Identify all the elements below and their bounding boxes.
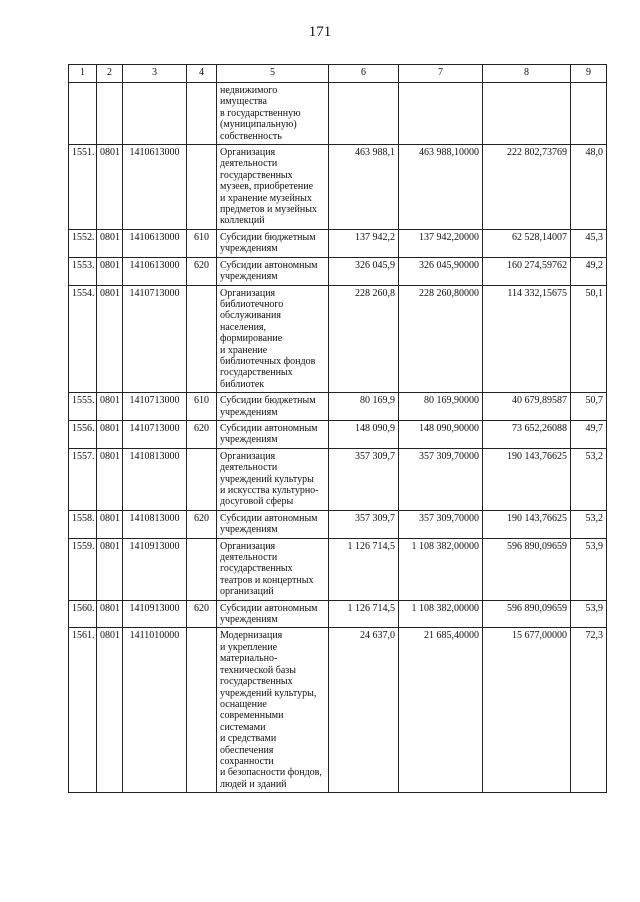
- item-name-cell: [217, 145, 329, 230]
- item-name-line: организаций: [220, 586, 274, 598]
- expense-type-cell: [187, 538, 217, 600]
- executed-amount-cell: 222 802,73769: [483, 145, 571, 230]
- table-row: [69, 285, 607, 393]
- section-code-cell: 0801: [97, 229, 123, 257]
- item-name-line: государственных: [220, 367, 293, 379]
- item-name-line: библиотек: [220, 378, 265, 390]
- column-header: 6: [329, 65, 399, 83]
- target-article-cell: 1410813000: [123, 510, 187, 538]
- column-header: 4: [187, 65, 217, 83]
- item-name-line: собственность: [220, 130, 282, 142]
- item-name-line: музеев, приобретение: [220, 181, 314, 193]
- section-code-cell: 0801: [97, 285, 123, 393]
- item-name-line: современными: [220, 710, 284, 722]
- row-number-cell: 1556.: [69, 420, 97, 448]
- column-header: 8: [483, 65, 571, 83]
- item-name-cell: [217, 285, 329, 393]
- expense-type-cell: [187, 628, 217, 793]
- expense-type-cell: 620: [187, 600, 217, 628]
- item-name-line: коллекций: [220, 215, 265, 227]
- section-code-cell: 0801: [97, 420, 123, 448]
- execution-percent-cell: 53,2: [571, 448, 607, 510]
- approved-amount-cell: 326 045,9: [329, 257, 399, 285]
- target-article-cell: 1410713000: [123, 420, 187, 448]
- expense-type-cell: [187, 285, 217, 393]
- target-article-cell: 1410813000: [123, 448, 187, 510]
- item-name-line: учреждениям: [220, 434, 278, 446]
- refined-amount-cell: 357 309,70000: [399, 448, 483, 510]
- item-name-line: деятельности: [220, 462, 278, 474]
- item-name-line: и искусства культурно-: [220, 485, 319, 496]
- item-name-cell: [217, 448, 329, 510]
- execution-percent-cell: 49,2: [571, 257, 607, 285]
- execution-percent-cell: 53,9: [571, 600, 607, 628]
- refined-amount-cell: 80 169,90000: [399, 393, 483, 421]
- row-number-cell: 1554.: [69, 285, 97, 393]
- item-name-line: формирование: [220, 333, 283, 345]
- item-name-cell: [217, 538, 329, 600]
- item-name-line: Модернизация: [220, 630, 283, 642]
- expense-type-cell: [187, 145, 217, 230]
- page-number: 171: [308, 24, 332, 40]
- approved-amount-cell: 80 169,9: [329, 393, 399, 421]
- executed-amount-cell: 114 332,15675: [483, 285, 571, 393]
- table-row: [69, 393, 607, 421]
- item-name-line: учреждениям: [220, 614, 278, 626]
- header-row: [69, 65, 607, 83]
- item-name-line: оснащение: [220, 698, 267, 710]
- column-header: 7: [399, 65, 483, 83]
- execution-percent-cell: [571, 83, 607, 145]
- approved-amount-cell: 137 942,2: [329, 229, 399, 257]
- refined-amount-cell: 137 942,20000: [399, 229, 483, 257]
- approved-amount-cell: 357 309,7: [329, 510, 399, 538]
- table-row: [69, 510, 607, 538]
- expense-type-cell: 620: [187, 510, 217, 538]
- executed-amount-cell: 596 890,09659: [483, 600, 571, 628]
- table-row: [69, 257, 607, 285]
- execution-percent-cell: 53,9: [571, 538, 607, 600]
- executed-amount-cell: 62 528,14007: [483, 229, 571, 257]
- expense-type-cell: 620: [187, 257, 217, 285]
- item-name-line: учреждениям: [220, 524, 278, 536]
- execution-percent-cell: 72,3: [571, 628, 607, 793]
- row-number-cell: 1553.: [69, 257, 97, 285]
- column-header: 1: [69, 65, 97, 83]
- approved-amount-cell: 357 309,7: [329, 448, 399, 510]
- column-header: 2: [97, 65, 123, 83]
- item-name-line: деятельности: [220, 552, 278, 564]
- section-code-cell: 0801: [97, 257, 123, 285]
- item-name-line: деятельности: [220, 158, 278, 170]
- execution-percent-cell: 50,7: [571, 393, 607, 421]
- item-name-cell: [217, 510, 329, 538]
- item-name-line: учреждениям: [220, 406, 278, 418]
- expense-type-cell: 610: [187, 229, 217, 257]
- target-article-cell: 1410613000: [123, 257, 187, 285]
- item-name-line: Субсидии автономным: [220, 512, 318, 524]
- item-name-line: учреждений культуры,: [220, 687, 317, 699]
- table-row: [69, 628, 607, 793]
- refined-amount-cell: 148 090,90000: [399, 420, 483, 448]
- table-row: [69, 448, 607, 510]
- item-name-cell: [217, 600, 329, 628]
- item-name-line: учреждений культуры: [220, 473, 314, 485]
- item-name-line: людей и зданий: [220, 778, 287, 790]
- item-name-cell: [217, 83, 329, 145]
- approved-amount-cell: 1 126 714,5: [329, 538, 399, 600]
- item-name-line: государственных: [220, 169, 293, 181]
- item-name-line: учреждениям: [220, 271, 278, 283]
- item-name-cell: [217, 393, 329, 421]
- expense-type-cell: 620: [187, 420, 217, 448]
- budget-table: [68, 64, 607, 793]
- approved-amount-cell: [329, 83, 399, 145]
- executed-amount-cell: 596 890,09659: [483, 538, 571, 600]
- item-name-line: и хранение: [220, 344, 268, 356]
- item-name-line: Организация: [220, 147, 276, 159]
- item-name-line: досуговой сферы: [220, 496, 294, 508]
- approved-amount-cell: 148 090,9: [329, 420, 399, 448]
- item-name-line: предметов и музейных: [220, 204, 317, 216]
- item-name-line: технической базы: [220, 664, 296, 676]
- row-number-cell: 1560.: [69, 600, 97, 628]
- executed-amount-cell: 15 677,00000: [483, 628, 571, 793]
- executed-amount-cell: 40 679,89587: [483, 393, 571, 421]
- table-row: [69, 600, 607, 628]
- item-name-line: (муниципальную): [220, 119, 297, 131]
- section-code-cell: 0801: [97, 628, 123, 793]
- expense-type-cell: 610: [187, 393, 217, 421]
- table-row: [69, 420, 607, 448]
- refined-amount-cell: 228 260,80000: [399, 285, 483, 393]
- table-row: [69, 83, 607, 145]
- executed-amount-cell: 73 652,26088: [483, 420, 571, 448]
- item-name-line: сохранности: [220, 755, 274, 767]
- item-name-line: государственных: [220, 676, 293, 688]
- refined-amount-cell: 326 045,90000: [399, 257, 483, 285]
- target-article-cell: 1410613000: [123, 229, 187, 257]
- item-name-cell: [217, 257, 329, 285]
- item-name-line: театров и концертных: [220, 574, 314, 586]
- row-number-cell: 1555.: [69, 393, 97, 421]
- column-header: 5: [217, 65, 329, 83]
- item-name-line: Организация: [220, 287, 276, 299]
- item-name-line: Организация: [220, 540, 276, 552]
- item-name-line: и средствами: [220, 733, 277, 745]
- refined-amount-cell: [399, 83, 483, 145]
- refined-amount-cell: 1 108 382,00000: [399, 538, 483, 600]
- item-name-line: учреждениям: [220, 243, 278, 255]
- item-name-line: имущества: [220, 96, 267, 108]
- target-article-cell: 1410613000: [123, 145, 187, 230]
- section-code-cell: 0801: [97, 538, 123, 600]
- item-name-line: недвижимого: [220, 85, 278, 96]
- target-article-cell: [123, 83, 187, 145]
- section-code-cell: 0801: [97, 510, 123, 538]
- approved-amount-cell: 228 260,8: [329, 285, 399, 393]
- target-article-cell: 1410713000: [123, 393, 187, 421]
- target-article-cell: 1410913000: [123, 538, 187, 600]
- executed-amount-cell: 160 274,59762: [483, 257, 571, 285]
- item-name-line: обслуживания: [220, 310, 281, 322]
- execution-percent-cell: 49,7: [571, 420, 607, 448]
- item-name-line: и безопасности фондов,: [220, 767, 322, 779]
- row-number-cell: 1552.: [69, 229, 97, 257]
- refined-amount-cell: 1 108 382,00000: [399, 600, 483, 628]
- item-name-line: и укрепление: [220, 641, 278, 653]
- column-header: 3: [123, 65, 187, 83]
- table-row: [69, 538, 607, 600]
- item-name-line: в государственную: [220, 107, 301, 119]
- item-name-cell: [217, 628, 329, 793]
- item-name-line: Организация: [220, 450, 276, 462]
- item-name-line: Субсидии автономным: [220, 422, 318, 434]
- executed-amount-cell: [483, 83, 571, 145]
- item-name-line: библиотечных фондов: [220, 355, 316, 367]
- table-body: [69, 83, 607, 793]
- section-code-cell: 0801: [97, 145, 123, 230]
- refined-amount-cell: 357 309,70000: [399, 510, 483, 538]
- row-number-cell: 1559.: [69, 538, 97, 600]
- column-header: 9: [571, 65, 607, 83]
- execution-percent-cell: 50,1: [571, 285, 607, 393]
- item-name-line: обеспечения: [220, 744, 274, 756]
- item-name-line: населения,: [220, 321, 267, 333]
- item-name-line: Субсидии автономным: [220, 602, 318, 614]
- item-name-line: материально-: [220, 653, 278, 665]
- target-article-cell: 1410913000: [123, 600, 187, 628]
- item-name-line: государственных: [220, 563, 293, 575]
- refined-amount-cell: 21 685,40000: [399, 628, 483, 793]
- row-number-cell: [69, 83, 97, 145]
- row-number-cell: 1558.: [69, 510, 97, 538]
- item-name-line: Субсидии бюджетным: [220, 231, 316, 243]
- section-code-cell: [97, 83, 123, 145]
- item-name-line: системами: [220, 721, 266, 733]
- approved-amount-cell: 463 988,1: [329, 145, 399, 230]
- item-name-line: Субсидии бюджетным: [220, 395, 316, 407]
- executed-amount-cell: 190 143,76625: [483, 510, 571, 538]
- approved-amount-cell: 24 637,0: [329, 628, 399, 793]
- refined-amount-cell: 463 988,10000: [399, 145, 483, 230]
- execution-percent-cell: 53,2: [571, 510, 607, 538]
- expense-type-cell: [187, 83, 217, 145]
- item-name-line: и хранение музейных: [220, 192, 312, 204]
- section-code-cell: 0801: [97, 393, 123, 421]
- expense-type-cell: [187, 448, 217, 510]
- execution-percent-cell: 48,0: [571, 145, 607, 230]
- execution-percent-cell: 45,3: [571, 229, 607, 257]
- target-article-cell: 1411010000: [123, 628, 187, 793]
- executed-amount-cell: 190 143,76625: [483, 448, 571, 510]
- row-number-cell: 1557.: [69, 448, 97, 510]
- item-name-line: Субсидии автономным: [220, 259, 318, 271]
- section-code-cell: 0801: [97, 448, 123, 510]
- approved-amount-cell: 1 126 714,5: [329, 600, 399, 628]
- section-code-cell: 0801: [97, 600, 123, 628]
- row-number-cell: 1551.: [69, 145, 97, 230]
- table-row: [69, 229, 607, 257]
- table-row: [69, 145, 607, 230]
- item-name-line: библиотечного: [220, 298, 284, 310]
- item-name-cell: [217, 420, 329, 448]
- row-number-cell: 1561.: [69, 628, 97, 793]
- target-article-cell: 1410713000: [123, 285, 187, 393]
- item-name-cell: [217, 229, 329, 257]
